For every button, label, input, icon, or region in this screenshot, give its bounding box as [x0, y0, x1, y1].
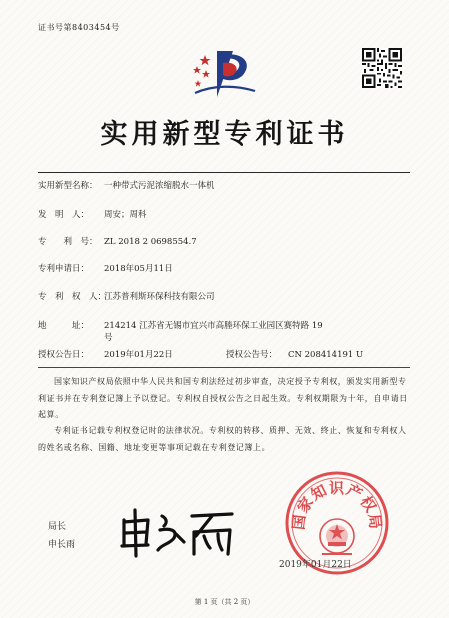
inventor-value: 周安；周科 — [104, 210, 147, 220]
seal-date: 2019年01月22日 — [279, 560, 352, 570]
director-title: 局长 — [48, 522, 67, 532]
grant-number-value: CN 208414191 U — [288, 350, 364, 360]
director-name: 申长雨 — [48, 540, 76, 550]
certificate-title: 实用新型专利证书 — [100, 119, 349, 150]
divider-top — [38, 172, 410, 173]
address-label: 地 址： — [38, 321, 90, 331]
grant-number-label: 授权公告号： — [226, 350, 278, 360]
patent-number-value: ZL 2018 2 0698554.7 — [104, 237, 197, 247]
seal-text: 国家知识产权局 — [289, 479, 385, 531]
address-line-2: 号 — [104, 333, 113, 343]
patent-holder-value: 江苏普利斯环保科技有限公司 — [104, 292, 215, 302]
certificate-number: 证书号第8403454号 — [38, 23, 120, 32]
patent-number-label: 专 利 号： — [38, 237, 98, 247]
grant-date-value: 2019年01月22日 — [104, 350, 173, 360]
patent-holder-label: 专 利 权 人： — [38, 292, 107, 302]
inventor-label: 发 明 人： — [38, 210, 90, 220]
director-signature — [118, 506, 238, 558]
grant-paragraph: 国家知识产权局依照中华人民共和国专利法经过初步审查，决定授予专利权，颁发实用新型专利证书并在专利登记簿上予以登记。专利权自授权公告之日起生效。专利权期限为十年，自申请日起算。 — [38, 377, 408, 419]
divider-middle — [38, 367, 410, 368]
utility-model-name-value: 一种带式污泥浓缩脱水一体机 — [104, 181, 215, 191]
page-number-footer: 第 1 页（共 2 页） — [194, 598, 255, 606]
qr-code-icon[interactable] — [362, 48, 402, 88]
filing-date-value: 2018年05月11日 — [104, 264, 173, 274]
filing-date-label: 专利申请日： — [38, 264, 90, 274]
legal-status-paragraph: 专利证书记载专利权登记时的法律状况。专利权的转移、质押、无效、终止、恢复和专利权人的姓名或名称、国籍、地址变更等事项记载在专利登记簿上。 — [38, 426, 407, 452]
grant-date-label: 授权公告日： — [38, 350, 90, 360]
cnipa-logo-icon — [187, 45, 259, 103]
address-line-1: 214214 江苏省无锡市宜兴市高塍环保工业园区赛特路 19 — [104, 321, 323, 331]
utility-model-name-label: 实用新型名称： — [38, 181, 98, 191]
